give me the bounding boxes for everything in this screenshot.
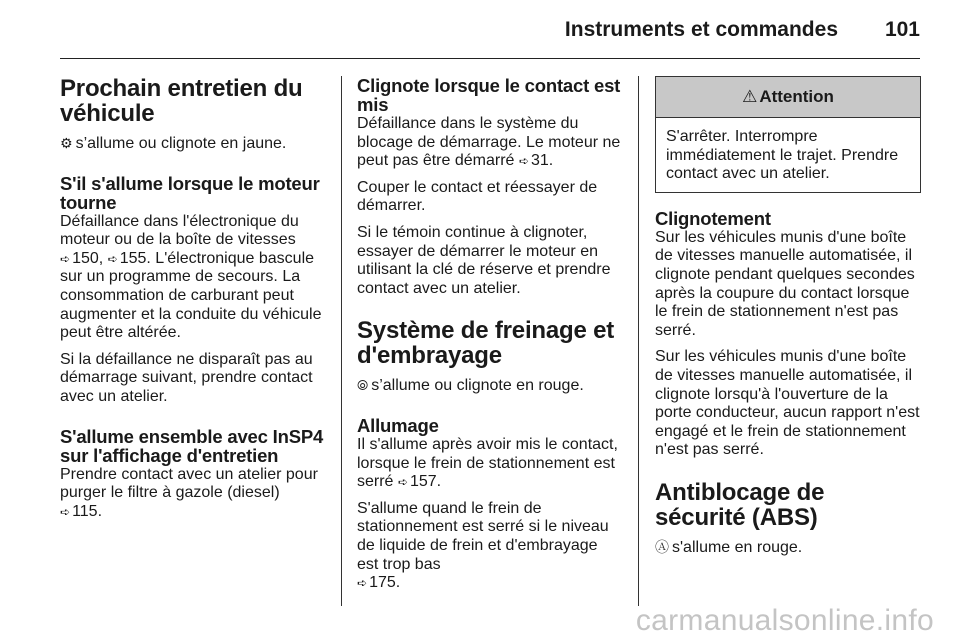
- paragraph: Couper le contact et réessayer de démarrer.: [357, 178, 598, 215]
- ref-arrow-icon: ➪: [357, 576, 368, 591]
- column-3: [655, 76, 921, 566]
- paragraph: Défaillance dans l'électronique du moteur ou de la boîte de vitesses ➪ 150, ➪ 155. L'électronique bascule sur un programme de secours. La consommation de carburant peut augmenter et la conduite du véhicule peut être altérée.: [60, 212, 322, 342]
- column-2: [357, 76, 621, 601]
- attention-body: S'arrêter. Interrompre immédiatement le trajet. Prendre contact avec un atelier.: [666, 128, 899, 183]
- paragraph: Si la défaillance ne disparaît pas au démarrage suivant, prendre contact avec un atelier.: [60, 350, 313, 405]
- header-title: Instruments et commandes: [564, 18, 838, 41]
- heading-clignotement: Clignotement: [655, 207, 771, 229]
- page-header: [60, 14, 920, 54]
- watermark: carmanualsonline.info: [635, 604, 934, 637]
- paragraph: ⚙ s’allume ou clignote en jaune.: [60, 135, 287, 152]
- heading-prochain-entretien: Prochain entretien du véhicule: [60, 75, 303, 127]
- page-number: 101: [884, 18, 920, 41]
- brake-warning-icon: ⦾: [357, 377, 369, 394]
- warning-triangle-icon: ⚠: [742, 87, 758, 106]
- heading-moteur-tourne: S'il s'allume lorsque le moteur tourne: [60, 172, 320, 213]
- heading-abs: Antiblocage de sécurité (ABS): [655, 478, 825, 531]
- ref-arrow-icon: ➪: [60, 504, 71, 519]
- attention-box: [655, 76, 921, 193]
- column-divider: [341, 76, 342, 606]
- paragraph: Si le témoin continue à clignoter, essayer de démarrer le moteur en utilisant la clé de réserve et prendre contact avec un atelier.: [357, 223, 611, 297]
- ref-arrow-icon: ➪: [60, 251, 71, 266]
- ref-arrow-icon: ➪: [107, 251, 118, 266]
- column-1: [60, 76, 326, 529]
- paragraph: ⦾ s’allume ou clignote en rouge.: [357, 377, 584, 395]
- paragraph: Prendre contact avec un atelier pour purger le filtre à gazole (diesel) ➪ 115.: [60, 465, 318, 520]
- paragraph: S'allume quand le frein de stationnement est serré si le niveau de liquide de frein et d'embrayage est trop bas ➪ 175.: [357, 499, 609, 592]
- ref-arrow-icon: ➪: [518, 154, 529, 169]
- heading-allumage: Allumage: [357, 414, 439, 436]
- paragraph: Défaillance dans le système du blocage de démarrage. Le moteur ne peut pas être démarré ➪ 31.: [357, 115, 621, 170]
- paragraph: Sur les véhicules munis d'une boîte de vitesses manuelle automatisée, il clignote lorsqu'à l'ouverture de la porte conducteur, aucun rapport n'est engagé et le frein de stationnement n'est pas serré.: [655, 348, 920, 459]
- heading-insp4: S'allume ensemble avec InSP4 sur l'affichage d'entretien: [60, 425, 324, 466]
- heading-clignote-contact: Clignote lorsque le contact est mis: [357, 75, 621, 115]
- service-wrench-icon: ⚙: [60, 135, 73, 151]
- abs-icon: Ⓐ: [655, 538, 669, 555]
- paragraph: Il s'allume après avoir mis le contact, lorsque le frein de stationnement est serré ➪ 157.: [357, 435, 618, 491]
- paragraph: Sur les véhicules munis d'une boîte de vitesses manuelle automatisée, il clignote pendant quelques secondes après la coupure du contact lorsque le frein de stationnement n'est pas serré.: [655, 228, 915, 339]
- heading-freinage: Système de freinage et d'embrayage: [357, 317, 615, 370]
- paragraph: Ⓐ s'allume en rouge.: [655, 538, 803, 556]
- header-rule: [60, 58, 920, 59]
- column-divider: [638, 76, 639, 606]
- ref-arrow-icon: ➪: [397, 475, 408, 490]
- attention-header: ⚠ Attention: [656, 77, 920, 118]
